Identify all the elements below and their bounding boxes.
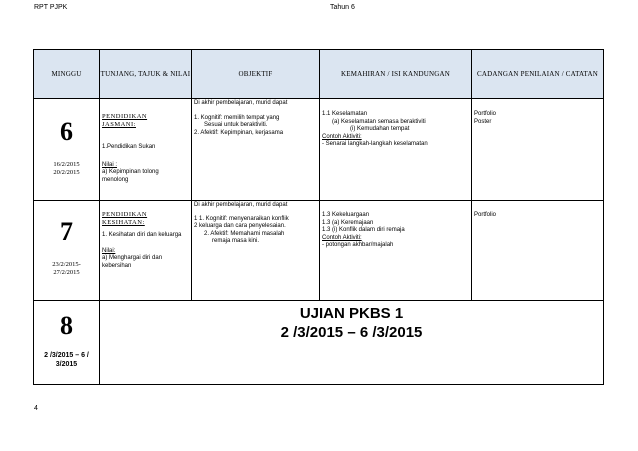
topic-cell bbox=[100, 201, 192, 301]
nilai-line: a) Kepimpinan tolong bbox=[102, 169, 159, 175]
week-date-start: 23/2/2015- bbox=[52, 261, 81, 268]
week-cell bbox=[34, 99, 100, 201]
objektif-line: 2 keluarga dan cara penyelesaian. bbox=[194, 223, 286, 229]
objektif-line: Sesuai untuk beraktiviti. bbox=[204, 122, 268, 128]
topic-title-line2: JASMANI: bbox=[102, 121, 136, 128]
aktiviti-text: - Senarai langkah-langkah keselamatan bbox=[322, 141, 428, 147]
topic-title-line1: PENDIDIKAN bbox=[102, 113, 148, 120]
aktiviti-label: Contoh Aktiviti: bbox=[322, 234, 362, 241]
nilai-line: kebersihan bbox=[102, 262, 132, 269]
kemahiran-line: 1.3 Kekeluargaan bbox=[322, 212, 370, 218]
objektif-cell bbox=[192, 201, 320, 301]
table-row-week-6 bbox=[34, 99, 604, 201]
penilaian-cell bbox=[472, 99, 604, 201]
topic-cell bbox=[100, 99, 192, 201]
week-number: 6 bbox=[60, 117, 73, 146]
objektif-line: remaja masa kini. bbox=[212, 238, 260, 244]
page-number: 4 bbox=[34, 405, 38, 412]
kemahiran-cell bbox=[320, 201, 472, 301]
nilai-label: Nilai: bbox=[102, 247, 116, 254]
aktiviti-label: Contoh Aktiviti: bbox=[322, 133, 362, 140]
col-header-minggu: MINGGU bbox=[34, 50, 100, 99]
objektif-intro: Di akhir pembelajaran, murid dapat bbox=[194, 202, 288, 208]
objektif-intro: Di akhir pembelajaran, murid dapat bbox=[194, 100, 288, 106]
exam-title: UJIAN PKBS 1 bbox=[299, 305, 404, 322]
week-date-range: 2 /3/2015 – 6 / 3/2015 bbox=[44, 352, 89, 368]
objektif-line: 1 1. Kognitif: menyenaraikan konflik bbox=[194, 215, 289, 222]
exam-cell bbox=[100, 301, 604, 385]
topic-detail: 1.Pendidikan Sukan bbox=[102, 144, 156, 150]
col-header-cadangan: CADANGAN PENILAIAN / CATATAN bbox=[472, 50, 604, 99]
aktiviti-text: - potongan akhbar/majalah bbox=[322, 242, 394, 248]
week-cell bbox=[34, 301, 100, 385]
week-date-end: 27/2/2015 bbox=[53, 269, 80, 276]
kemahiran-line: 1.1 Keselamatan bbox=[322, 111, 368, 117]
penilaian-item: Poster bbox=[474, 118, 492, 125]
objektif-line: 2. Afektif: Kepimpinan, kerjasama bbox=[194, 129, 284, 136]
lesson-plan-table bbox=[33, 49, 604, 385]
week-number: 7 bbox=[60, 217, 73, 246]
week-date-end: 20/2/2015 bbox=[53, 169, 80, 176]
week-date-start: 16/2/2015 bbox=[53, 161, 80, 168]
objektif-cell bbox=[192, 99, 320, 201]
topic-title-line2: KESIHATAN: bbox=[102, 219, 145, 226]
header-left: RPT PJPK bbox=[34, 4, 68, 11]
col-header-tunjang: TUNJANG, TAJUK & NILAI bbox=[100, 50, 192, 99]
kemahiran-line: 1.3 (a) Keremajaan bbox=[322, 219, 374, 226]
nilai-label: Nilai : bbox=[102, 161, 118, 168]
topic-detail: 1. Kesihatan diri dan keluarga bbox=[102, 232, 182, 238]
penilaian-cell bbox=[472, 201, 604, 301]
table-row-week-7 bbox=[34, 201, 604, 301]
penilaian-item: Portfolio bbox=[474, 212, 497, 218]
table-row-week-8 bbox=[34, 301, 604, 385]
week-cell bbox=[34, 201, 100, 301]
objektif-line: 2. Afektif: Memahami masalah bbox=[204, 230, 285, 237]
col-header-kemahiran: KEMAHIRAN / ISI KANDUNGAN bbox=[320, 50, 472, 99]
header-right: Tahun 6 bbox=[330, 4, 355, 11]
col-header-objektif: OBJEKTIF bbox=[192, 50, 320, 99]
nilai-line: menolong bbox=[102, 176, 129, 183]
topic-title-line1: PENDIDIKAN bbox=[102, 211, 148, 218]
kemahiran-cell bbox=[320, 99, 472, 201]
kemahiran-line: 1.3 (i) Konflik dalam diri remaja bbox=[322, 227, 405, 233]
kemahiran-line: (i) Kemudahan tempat bbox=[350, 126, 410, 132]
table-header-row bbox=[34, 50, 604, 99]
exam-date-range: 2 /3/2015 – 6 /3/2015 bbox=[280, 324, 423, 341]
week-number: 8 bbox=[60, 311, 73, 340]
kemahiran-line: (a) Keselamatan semasa beraktiviti bbox=[332, 118, 426, 125]
penilaian-item: Portfolio bbox=[474, 111, 497, 117]
nilai-line: a) Menghargai diri dan bbox=[102, 255, 163, 261]
objektif-line: 1. Kognitif: memilih tempat yang bbox=[194, 114, 280, 121]
